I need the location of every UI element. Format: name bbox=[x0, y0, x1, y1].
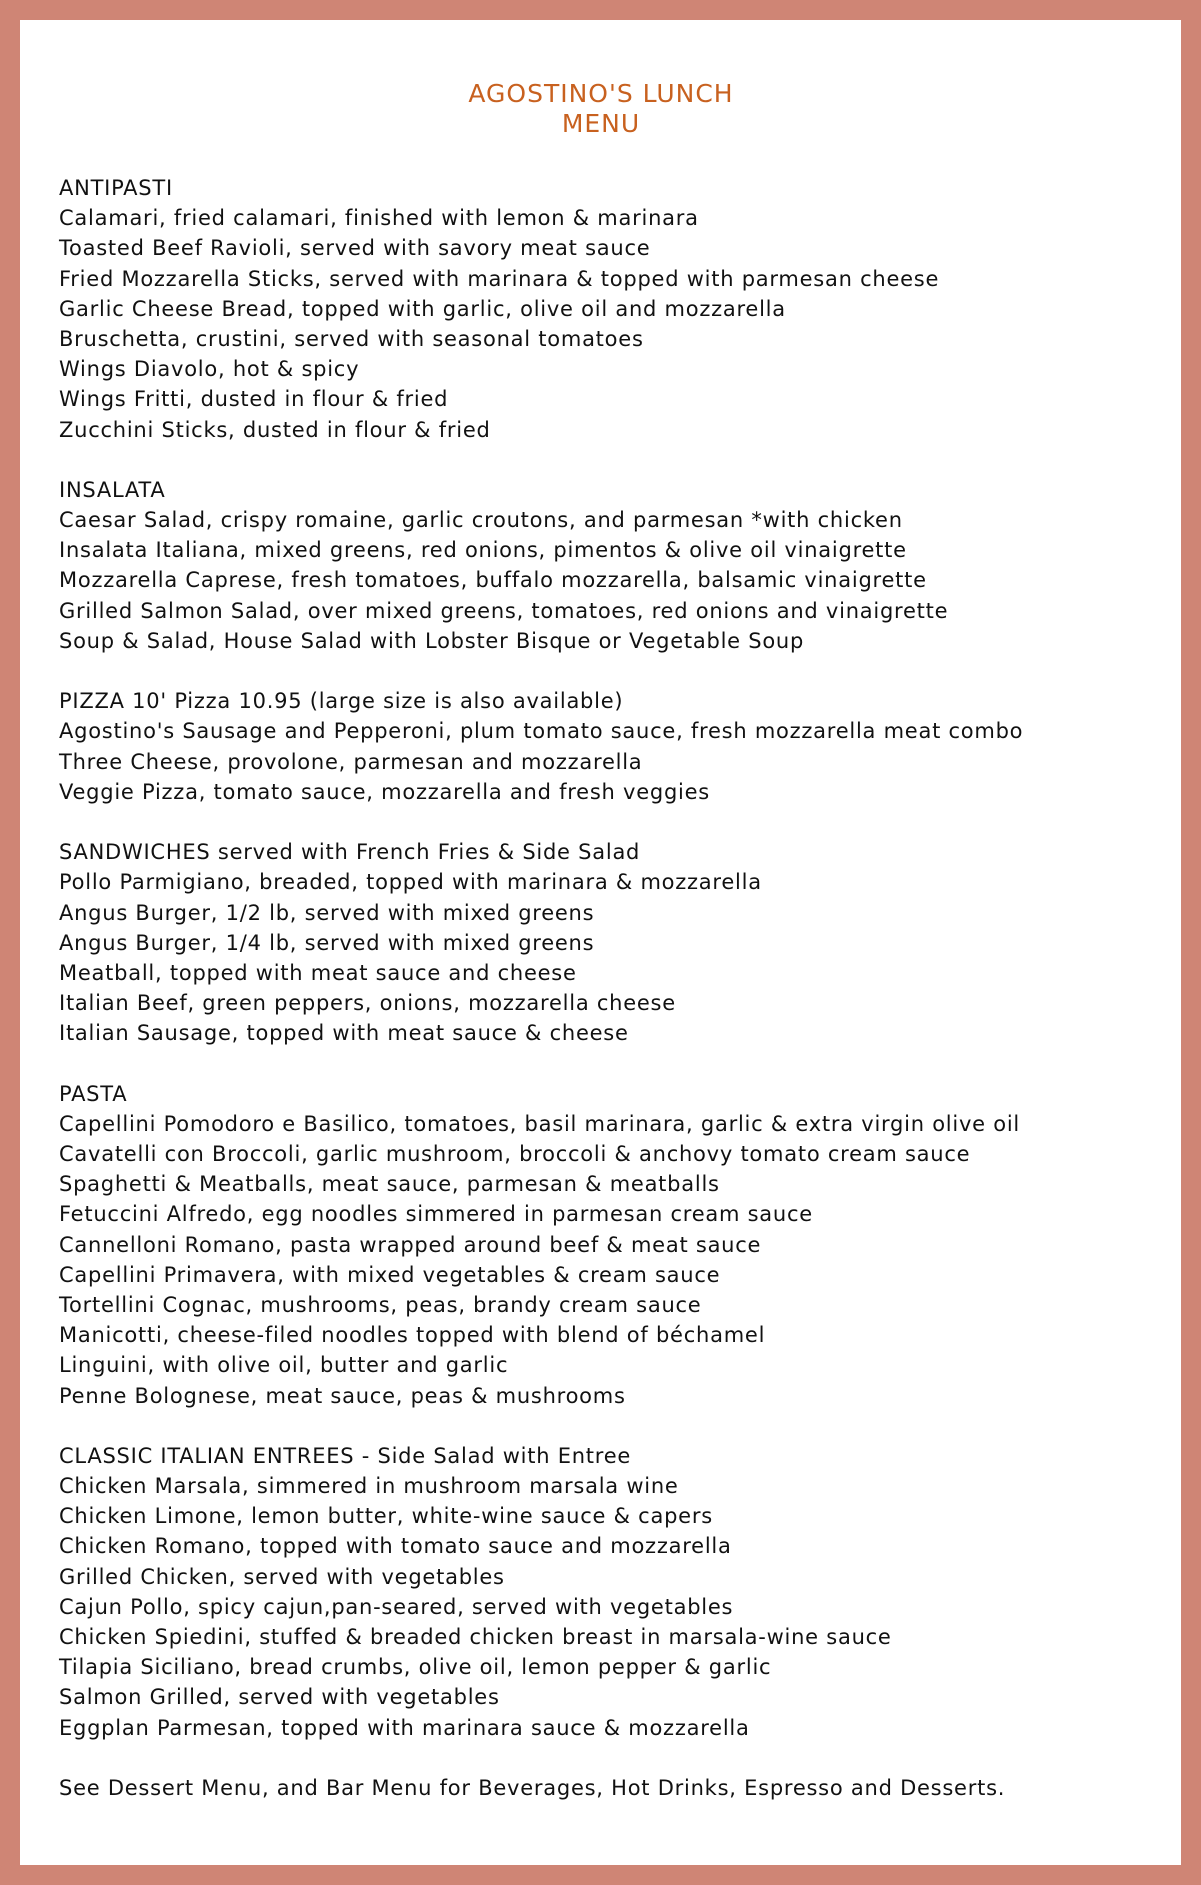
menu-item: Caesar Salad, crispy romaine, garlic croutons, and parmesan *with chicken bbox=[59, 508, 903, 533]
menu-item: Toasted Beef Ravioli, served with savory meat sauce bbox=[59, 236, 651, 261]
menu-item: Cavatelli con Broccoli, garlic mushroom, broccoli & anchovy tomato cream sauce bbox=[59, 1142, 971, 1166]
menu-item: Agostino's Sausage and Pepperoni, plum tomato sauce, fresh mozzarella meat combo bbox=[59, 719, 1024, 744]
menu-item: Garlic Cheese Bread, topped with garlic, olive oil and mozzarella bbox=[59, 296, 786, 321]
menu-item: Capellini Primavera, with mixed vegetables & cream sauce bbox=[59, 1262, 721, 1287]
menu-item: Chicken Limone, lemon butter, white-wine sauce & capers bbox=[59, 1504, 713, 1529]
menu-footer-note: See Dessert Menu, and Bar Menu for Beverages, Hot Drinks, Espresso and Desserts. bbox=[59, 1775, 1006, 1800]
menu-item: Insalata Italiana, mixed greens, red onions, pimentos & olive oil vinaigrette bbox=[59, 538, 907, 563]
menu-item: Penne Bolognese, meat sauce, peas & mushrooms bbox=[59, 1383, 626, 1408]
menu-item: Chicken Spiedini, stuffed & breaded chicken breast in marsala-wine sauce bbox=[59, 1625, 892, 1649]
menu-item: Angus Burger, 1/4 lb, served with mixed greens bbox=[59, 930, 595, 955]
menu-item: Wings Diavolo, hot & spicy bbox=[59, 357, 360, 382]
menu-item: Fetuccini Alfredo, egg noodles simmered in parmesan cream sauce bbox=[59, 1202, 813, 1227]
section-heading: SANDWICHES served with French Fries & Side Salad bbox=[59, 840, 641, 865]
menu-item: Mozzarella Caprese, fresh tomatoes, buffalo mozzarella, balsamic vinaigrette bbox=[59, 568, 927, 593]
menu-item: Italian Sausage, topped with meat sauce & cheese bbox=[59, 1021, 629, 1046]
menu-item: Grilled Chicken, served with vegetables bbox=[59, 1564, 505, 1589]
menu-section-classic-italian bbox=[59, 1441, 1143, 1743]
section-heading: CLASSIC ITALIAN ENTREES - Side Salad with Entree bbox=[59, 1443, 632, 1468]
menu-page bbox=[20, 20, 1181, 1865]
menu-item: Eggplan Parmesan, topped with marinara sauce & mozzarella bbox=[59, 1715, 750, 1740]
menu-item: Soup & Salad, House Salad with Lobster Bisque or Vegetable Soup bbox=[59, 628, 805, 653]
menu-item: Bruschetta, crustini, served with seasonal tomatoes bbox=[59, 326, 644, 351]
menu-section-pasta bbox=[59, 1079, 1143, 1411]
section-heading: INSALATA bbox=[59, 477, 166, 502]
menu-item: Zucchini Sticks, dusted in flour & fried bbox=[59, 417, 491, 442]
menu-section-insalata bbox=[59, 475, 1143, 656]
menu-title-line-1: AGOSTINO'S LUNCH bbox=[468, 79, 734, 108]
menu-item: Chicken Romano, topped with tomato sauce and mozzarella bbox=[59, 1534, 732, 1559]
menu-item: Calamari, fried calamari, finished with lemon & marinara bbox=[59, 206, 699, 231]
menu-item: Meatball, topped with meat sauce and cheese bbox=[59, 960, 577, 985]
menu-section-sandwiches-served bbox=[59, 837, 1143, 1048]
menu-item: Cannelloni Romano, pasta wrapped around beef & meat sauce bbox=[59, 1232, 762, 1257]
menu-item: Fried Mozzarella Sticks, served with marinara & topped with parmesan cheese bbox=[59, 266, 940, 291]
menu-item: Manicotti, cheese-filed noodles topped with blend of béchamel bbox=[59, 1323, 766, 1348]
menu-item: Tilapia Siciliano, bread crumbs, olive oil, lemon pepper & garlic bbox=[59, 1655, 772, 1680]
menu-item: Cajun Pollo, spicy cajun,pan-seared, served with vegetables bbox=[59, 1594, 734, 1619]
menu-section-antipasti bbox=[59, 173, 1143, 445]
section-heading: PIZZA 10' Pizza 10.95 (large size is also available) bbox=[59, 689, 624, 714]
menu-title-line-2: MENU bbox=[561, 109, 641, 138]
menu-item: Salmon Grilled, served with vegetables bbox=[59, 1685, 500, 1710]
menu-item: Grilled Salmon Salad, over mixed greens, tomatoes, red onions and vinaigrette bbox=[59, 598, 949, 623]
menu-item: Veggie Pizza, tomato sauce, mozzarella and fresh veggies bbox=[59, 779, 710, 804]
menu-item: Linguini, with olive oil, butter and garlic bbox=[59, 1353, 509, 1378]
section-heading: PASTA bbox=[59, 1081, 128, 1106]
section-heading: ANTIPASTI bbox=[59, 176, 173, 200]
menu-item: Pollo Parmigiano, breaded, topped with marinara & mozzarella bbox=[59, 870, 762, 895]
menu-item: Spaghetti & Meatballs, meat sauce, parmesan & meatballs bbox=[59, 1172, 720, 1197]
menu-content bbox=[59, 173, 1143, 1803]
menu-item: Angus Burger, 1/2 lb, served with mixed greens bbox=[59, 900, 595, 925]
menu-item: Wings Fritti, dusted in flour & fried bbox=[59, 387, 449, 412]
menu-item: Three Cheese, provolone, parmesan and mozzarella bbox=[59, 749, 643, 774]
menu-item: Tortellini Cognac, mushrooms, peas, brandy cream sauce bbox=[59, 1292, 702, 1317]
menu-item: Chicken Marsala, simmered in mushroom marsala wine bbox=[59, 1474, 679, 1499]
menu-item: Capellini Pomodoro e Basilico, tomatoes, basil marinara, garlic & extra virgin olive oil bbox=[59, 1111, 1021, 1136]
menu-item: Italian Beef, green peppers, onions, mozzarella cheese bbox=[59, 991, 676, 1016]
menu-title bbox=[59, 79, 1143, 139]
menu-section-pizza-10 bbox=[59, 686, 1143, 807]
